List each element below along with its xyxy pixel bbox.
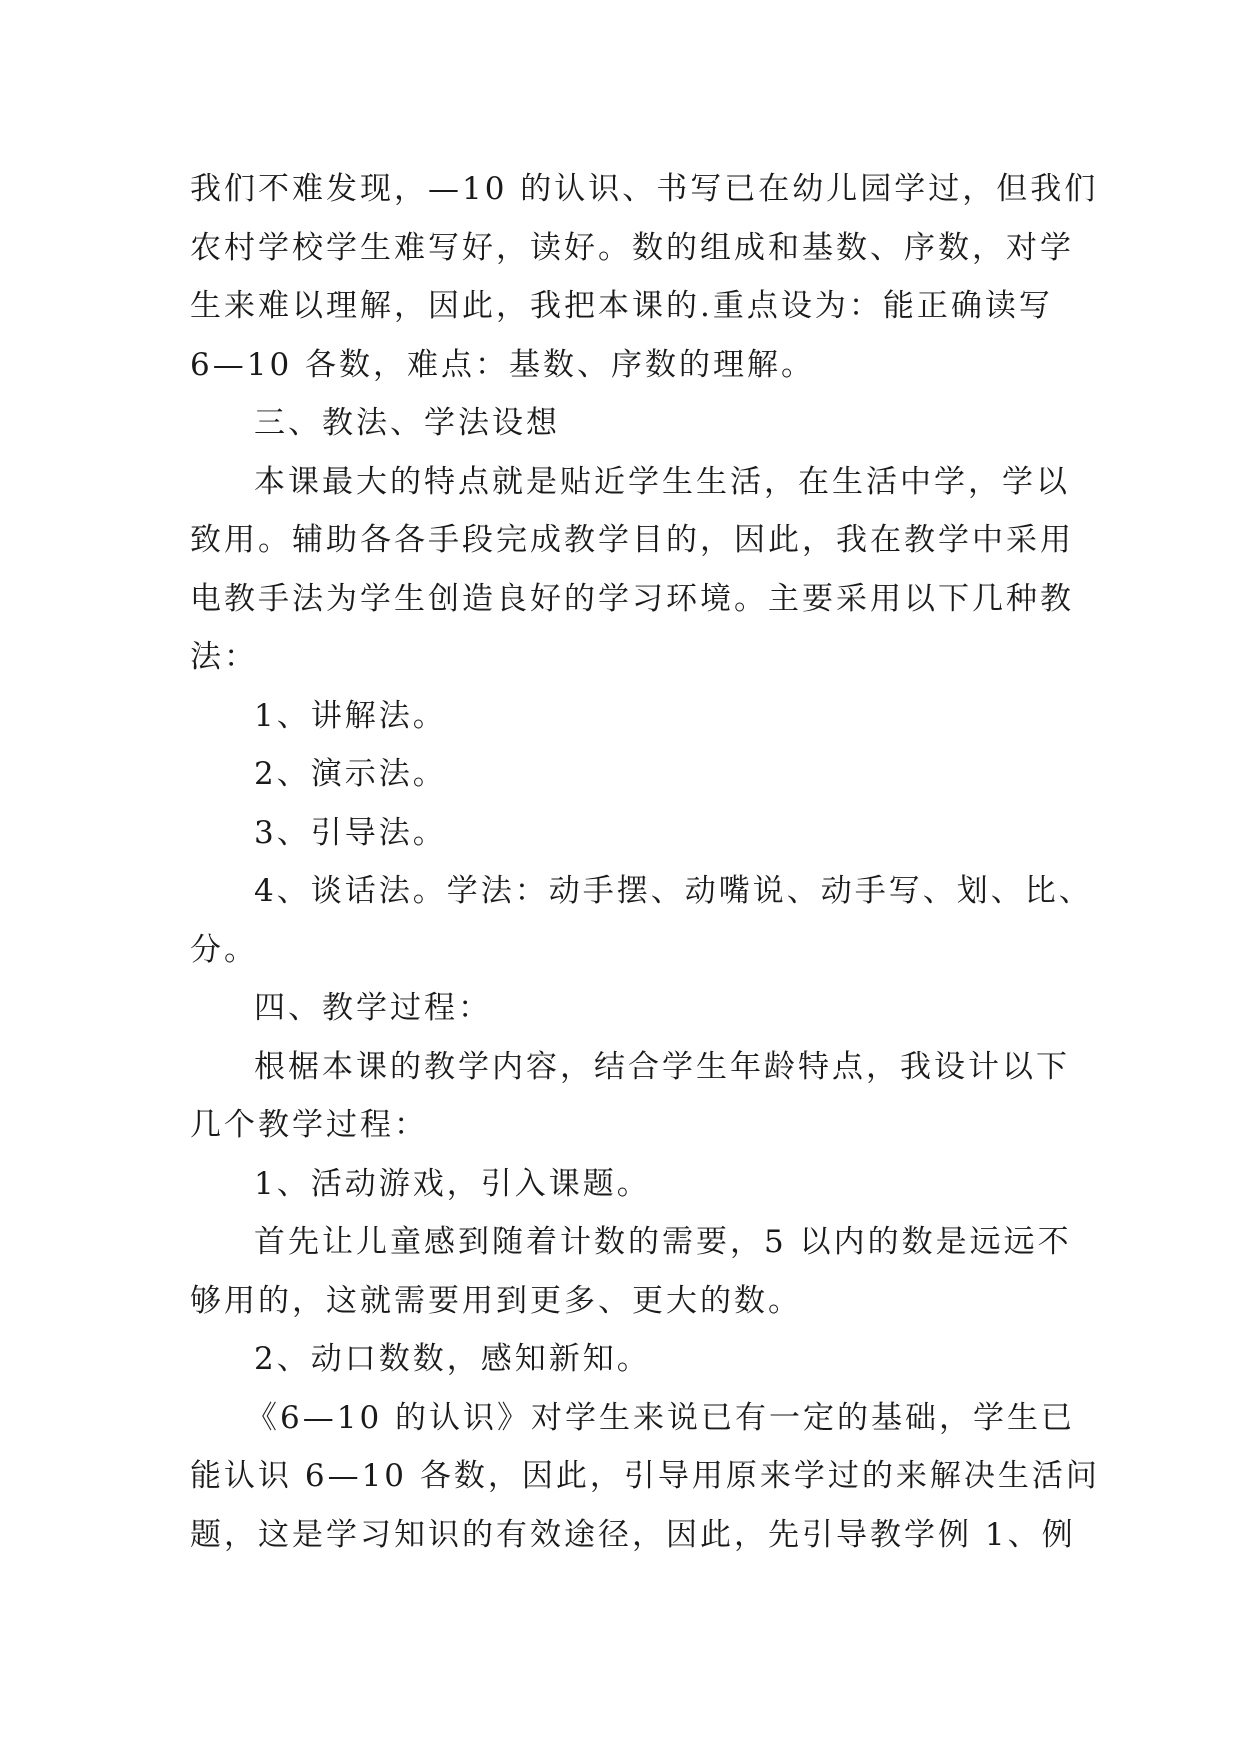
text-line: 能认识 6—10 各数，因此，引导用原来学过的来解决生活问 [190, 1458, 1100, 1494]
list-item: 3、引导法。 [254, 814, 447, 851]
text-line: 电教手法为学生创造良好的学习环境。主要采用以下几种教 [190, 580, 1074, 617]
text-line: 我们不难发现，—10 的认识、书写已在幼儿园学过，但我们 [190, 171, 1099, 207]
document-body [190, 160, 1100, 1564]
list-item: 1、讲解法。 [254, 697, 447, 734]
text-line: 农村学校学生难写好，读好。数的组成和基数、序数，对学 [190, 229, 1074, 266]
text-line: 根椐本课的教学内容，结合学生年龄特点，我设计以下 [254, 1048, 1070, 1085]
list-item: 4、谈话法。学法：动手摆、动嘴说、动手写、划、比、 [254, 873, 1093, 909]
list-item: 1、活动游戏，引入课题。 [254, 1165, 651, 1202]
text-line: 《6—10 的认识》对学生来说已有一定的基础，学生已 [246, 1399, 1076, 1436]
list-item: 2、动口数数，感知新知。 [254, 1341, 651, 1377]
text-line: 分。 [190, 931, 258, 968]
section-heading: 三、教法、学法设想 [254, 405, 560, 441]
text-line: 法： [190, 639, 258, 675]
text-line: 6—10 各数，难点：基数、序数的理解。 [190, 346, 816, 383]
list-item: 2、演示法。 [254, 756, 447, 792]
section-heading: 四、教学过程： [254, 990, 492, 1026]
text-line: 题，这是学习知识的有效途径，因此，先引导教学例 1、例 [190, 1516, 1076, 1553]
text-line: 本课最大的特点就是贴近学生生活，在生活中学，学以 [254, 463, 1070, 500]
text-line: 够用的，这就需要用到更多、更大的数。 [190, 1282, 802, 1319]
text-line: 致用。辅助各各手段完成教学目的，因此，我在教学中采用 [190, 522, 1074, 558]
text-line: 生来难以理解，因此，我把本课的.重点设为：能正确读写 [190, 288, 1053, 324]
text-line: 几个教学过程： [190, 1107, 428, 1143]
text-line: 首先让儿童感到随着计数的需要，5 以内的数是远远不 [254, 1224, 1072, 1260]
